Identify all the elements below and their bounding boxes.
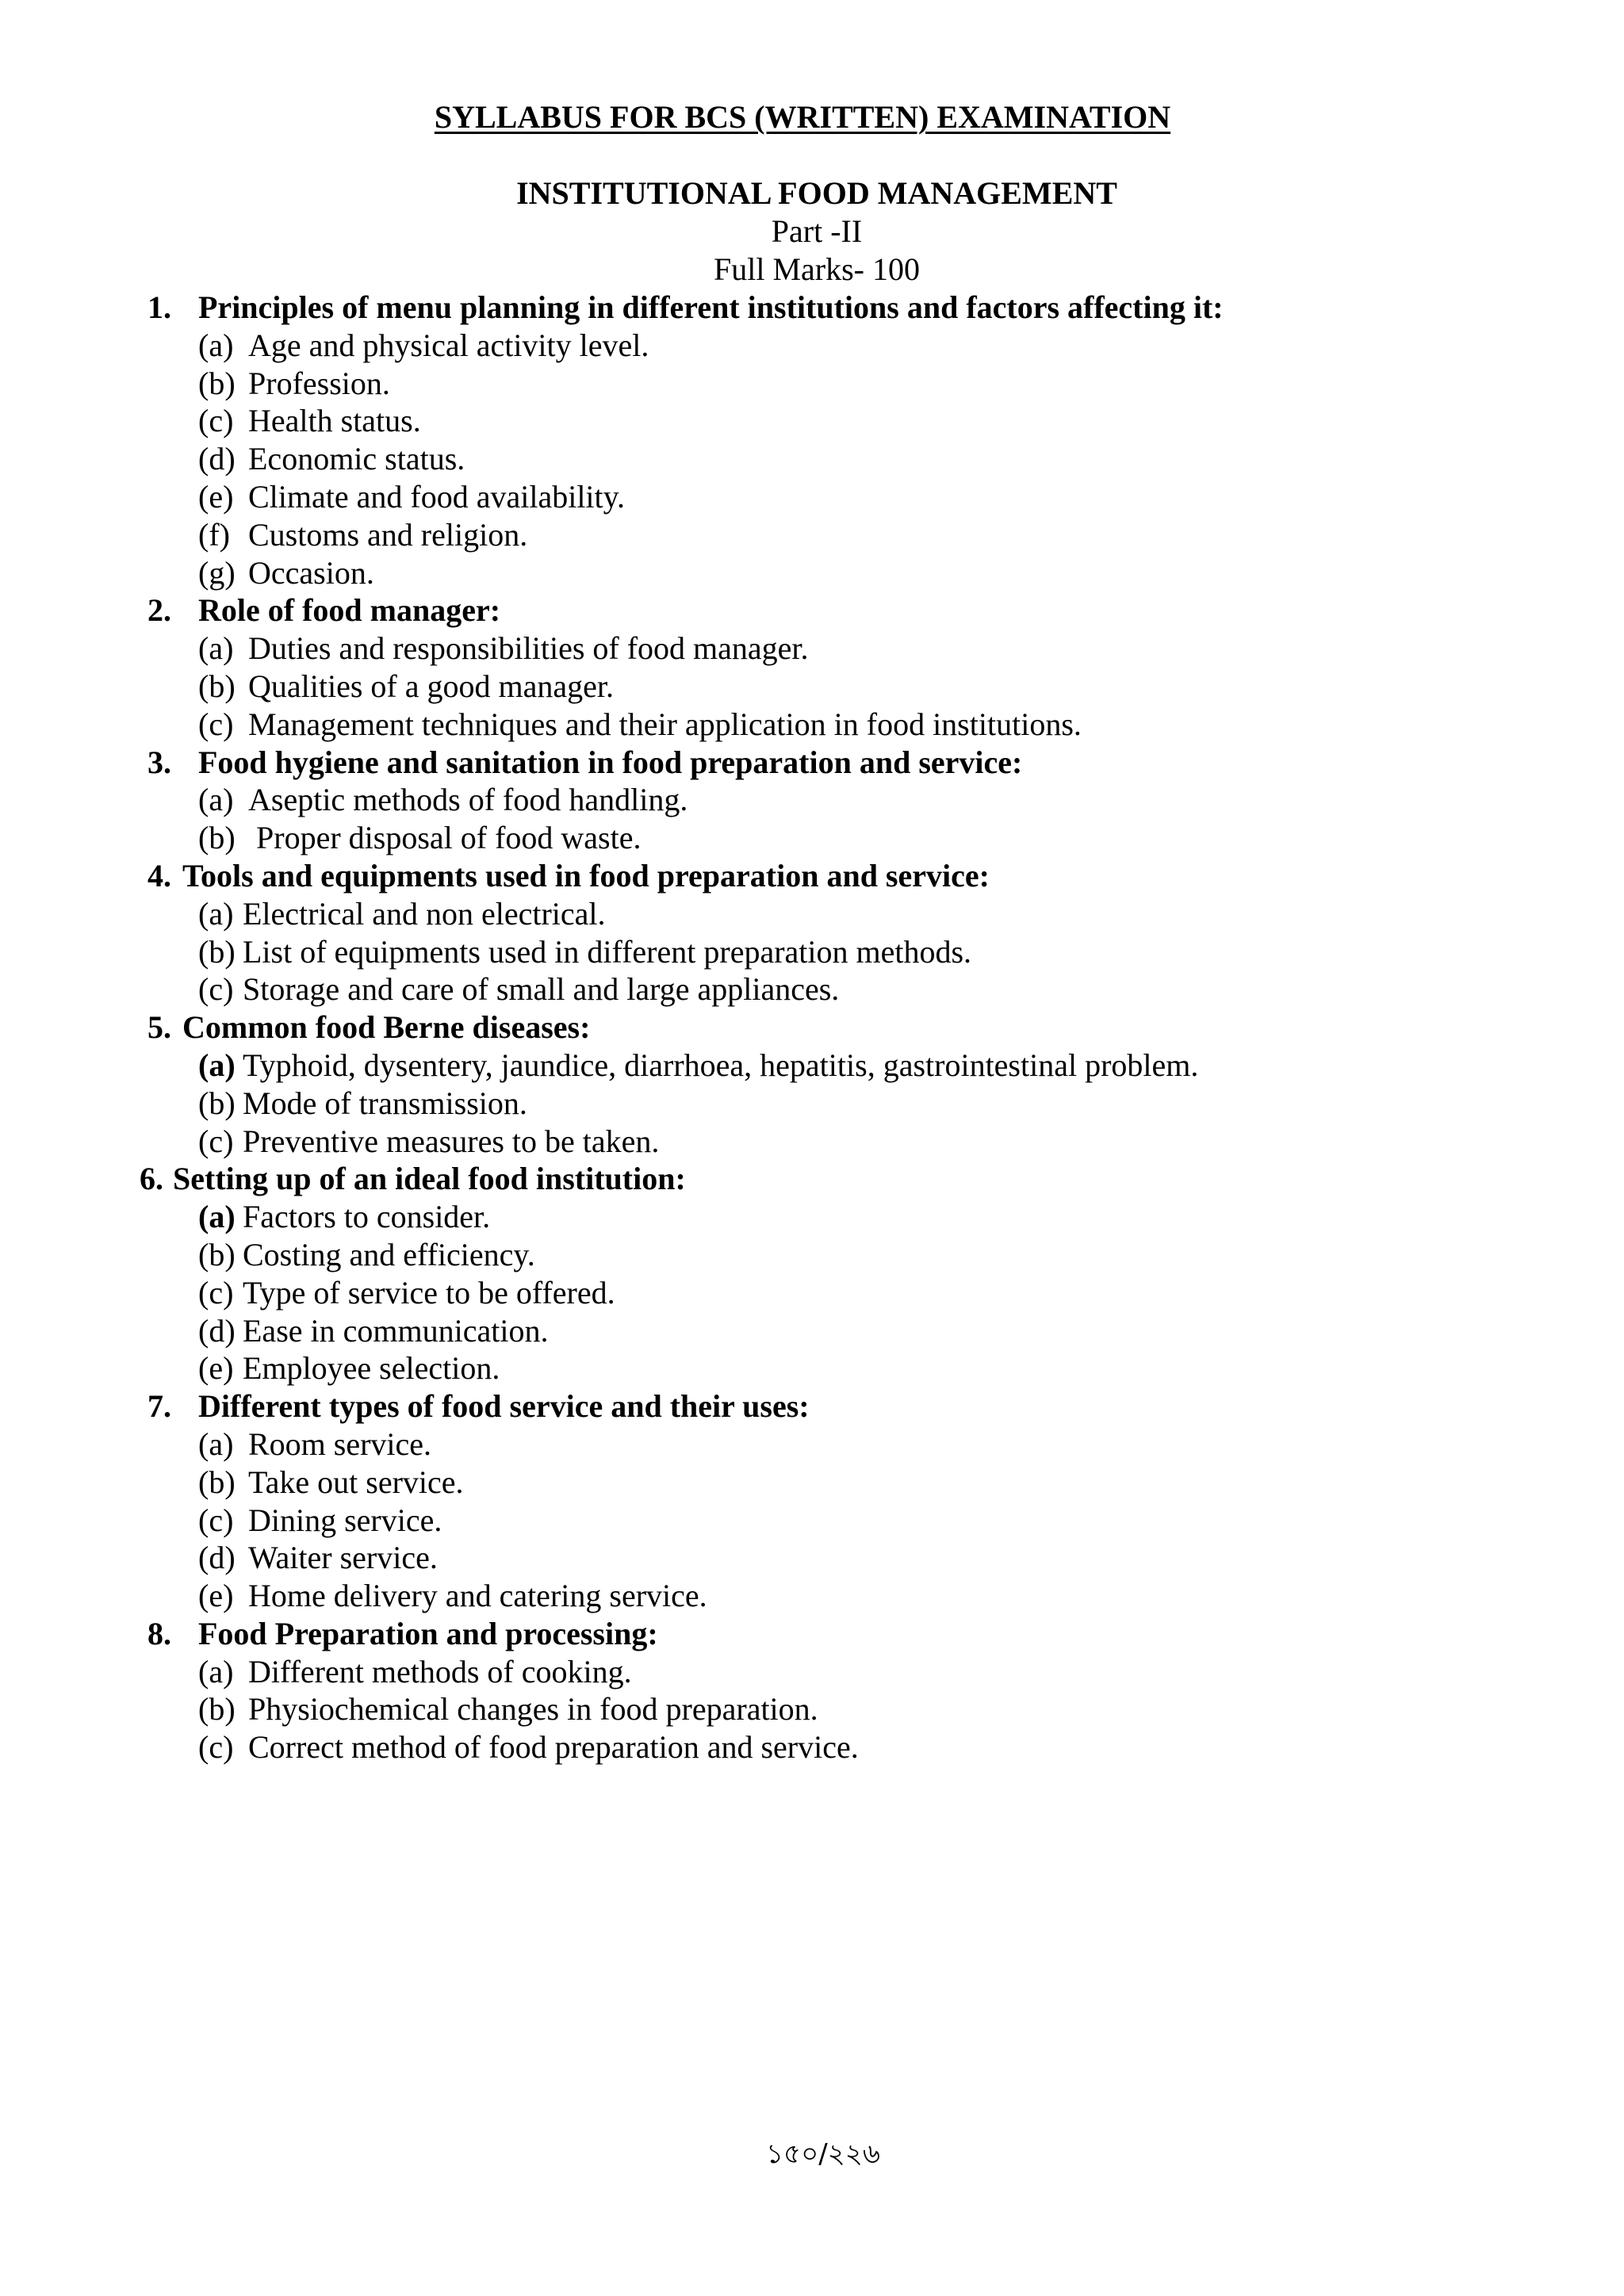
item-text: Customs and religion. [248,516,528,553]
item-text: Management techniques and their application in food institutions. [248,706,1082,742]
item-text: Room service. [248,1425,432,1462]
item-text: Typhoid, dysentery, jaundice, diarrhoea, hepatitis, gastrointestinal problem. [243,1047,1199,1083]
list-item [0,1085,1624,1123]
item-text: Occasion. [248,554,374,591]
item-text: Take out service. [248,1464,464,1500]
section-title: Food hygiene and sanitation in food preparation and service: [198,744,1023,780]
section-heading [0,744,1624,782]
item-marker: (c) [198,403,234,439]
list-item [0,1349,1624,1387]
section-title: Different types of food service and their uses: [198,1388,810,1425]
item-text: Type of service to be offered. [243,1274,615,1311]
item-text: Age and physical activity level. [248,327,649,363]
item-marker: (b) [198,1085,236,1121]
list-item [0,933,1624,971]
item-marker: (b) [198,933,236,970]
item-marker: (a) [198,1047,236,1083]
item-text: Profession. [248,365,390,401]
list-item [0,554,1624,592]
item-marker: (e) [198,478,234,515]
document-title: SYLLABUS FOR BCS (WRITTEN) EXAMINATION [434,99,1171,135]
item-marker: (a) [198,895,234,932]
section-number: 4. [147,857,171,894]
list-item [0,1464,1624,1502]
list-item [0,1312,1624,1350]
item-text: Employee selection. [243,1350,500,1387]
section-title: Role of food manager: [198,592,501,629]
page-number: ১৫০/২২৬ [765,2138,880,2170]
list-item [0,327,1624,365]
item-marker: (b) [198,820,236,856]
item-marker: (b) [198,668,236,704]
list-item [0,970,1624,1008]
item-text: Duties and responsibilities of food manager. [248,630,809,667]
list-item [0,895,1624,933]
list-item [0,706,1624,744]
item-marker: (a) [198,1425,234,1462]
section-heading [0,289,1624,327]
list-item [0,629,1624,668]
list-item [0,781,1624,819]
list-item [0,516,1624,554]
list-item [0,1236,1624,1274]
item-marker: (b) [198,1236,236,1272]
item-text: Waiter service. [248,1540,438,1576]
item-text: Costing and efficiency. [243,1236,535,1272]
item-text: Qualities of a good manager. [248,668,614,704]
subject-title: INSTITUTIONAL FOOD MANAGEMENT [516,175,1117,211]
list-item [0,402,1624,440]
section-heading [0,1008,1624,1047]
item-marker: (d) [198,1312,236,1349]
item-text: Climate and food availability. [248,478,626,515]
item-marker: (b) [198,1691,236,1728]
section-title: Setting up of an ideal food institution: [173,1161,686,1197]
syllabus-list [0,289,1624,1766]
full-marks-label: Full Marks- 100 [714,251,920,287]
section-number: 5. [147,1009,171,1046]
item-marker: (a) [198,630,234,667]
item-marker: (a) [198,782,234,818]
list-item [0,819,1624,857]
item-text: Electrical and non electrical. [243,895,606,932]
section-title: Tools and equipments used in food preparation and service: [182,857,990,894]
section-title: Common food Berne diseases: [182,1009,591,1046]
item-marker: (c) [198,1123,234,1159]
section-heading [0,1387,1624,1425]
item-marker: (g) [198,554,236,591]
section-title: Principles of menu planning in different institutions and factors affecting it: [198,289,1224,325]
item-marker: (c) [198,971,234,1008]
item-text: Storage and care of small and large appliances. [243,971,840,1008]
item-marker: (a) [198,1199,236,1235]
item-text: Factors to consider. [243,1199,491,1235]
item-text: Ease in communication. [243,1312,549,1349]
section-number: 6. [140,1161,163,1197]
item-text: Physiochemical changes in food preparation. [248,1691,818,1728]
list-item [0,478,1624,516]
item-text: Home delivery and catering service. [248,1578,707,1614]
list-item [0,1425,1624,1464]
item-marker: (b) [198,365,236,401]
section-heading [0,591,1624,629]
item-marker: (a) [198,1653,234,1689]
item-marker: (e) [198,1578,234,1614]
list-item [0,1653,1624,1691]
list-item [0,440,1624,478]
list-item [0,1539,1624,1577]
item-text: Dining service. [248,1502,442,1538]
list-item [0,1198,1624,1236]
section-number: 2. [147,592,171,629]
section-number: 1. [147,289,171,325]
item-text: List of equipments used in different preparation methods. [243,933,972,970]
list-item [0,1123,1624,1161]
item-marker: (e) [198,1350,234,1387]
part-label: Part -II [771,213,863,249]
item-marker: (d) [198,1540,236,1576]
item-text: Health status. [248,403,421,439]
list-item [0,365,1624,403]
item-marker: (c) [198,1729,234,1766]
item-marker: (c) [198,1274,234,1311]
item-text: Proper disposal of food waste. [248,820,642,856]
item-marker: (f) [198,516,230,553]
section-heading [0,1615,1624,1653]
item-text: Mode of transmission. [243,1085,527,1121]
item-text: Correct method of food preparation and service. [248,1729,859,1766]
list-item [0,668,1624,706]
list-item [0,1502,1624,1540]
section-number: 7. [147,1388,171,1425]
item-marker: (c) [198,1502,234,1538]
section-title: Food Preparation and processing: [198,1615,658,1651]
list-item [0,1690,1624,1728]
item-text: Different methods of cooking. [248,1653,632,1689]
list-item [0,1274,1624,1312]
section-heading [0,857,1624,895]
item-text: Economic status. [248,441,465,477]
list-item [0,1047,1624,1085]
section-number: 8. [147,1615,171,1651]
item-text: Aseptic methods of food handling. [248,782,688,818]
item-marker: (b) [198,1464,236,1500]
item-marker: (a) [198,327,234,363]
item-marker: (c) [198,706,234,742]
list-item [0,1577,1624,1615]
item-text: Preventive measures to be taken. [243,1123,660,1159]
list-item [0,1728,1624,1766]
section-number: 3. [147,744,171,780]
section-heading [0,1160,1624,1198]
item-marker: (d) [198,441,236,477]
